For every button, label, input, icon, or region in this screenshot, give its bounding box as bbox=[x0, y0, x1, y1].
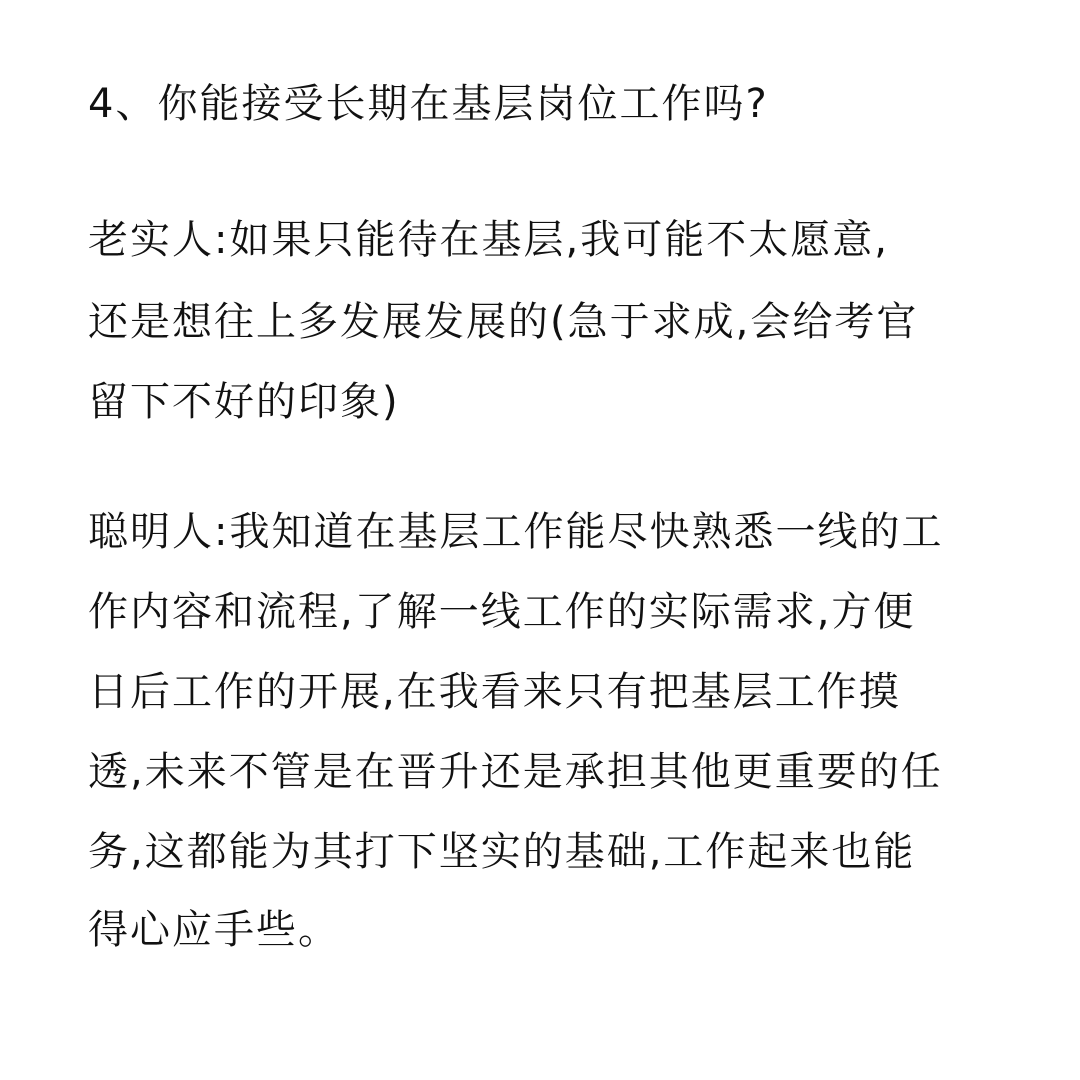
smart-answer-line: 务,这都能为其打下坚实的基础,工作起来也能 bbox=[88, 829, 916, 875]
honest-answer-line: 留下不好的印象) bbox=[88, 379, 400, 425]
smart-answer-line: 作内容和流程,了解一线工作的实际需求,方便 bbox=[88, 589, 916, 635]
smart-answer-line: 聪明人:我知道在基层工作能尽快熟悉一线的工 bbox=[88, 509, 944, 555]
question-title: 4、你能接受长期在基层岗位工作吗? bbox=[88, 81, 769, 127]
honest-answer-line: 老实人:如果只能待在基层,我可能不太愿意, bbox=[88, 217, 889, 263]
smart-answer-line: 透,未来不管是在晋升还是承担其他更重要的任 bbox=[88, 749, 943, 795]
smart-answer-line: 日后工作的开展,在我看来只有把基层工作摸 bbox=[88, 669, 901, 715]
honest-answer-line: 还是想往上多发展发展的(急于求成,会给考官 bbox=[88, 299, 919, 345]
smart-answer-line: 得心应手些。 bbox=[88, 907, 340, 953]
